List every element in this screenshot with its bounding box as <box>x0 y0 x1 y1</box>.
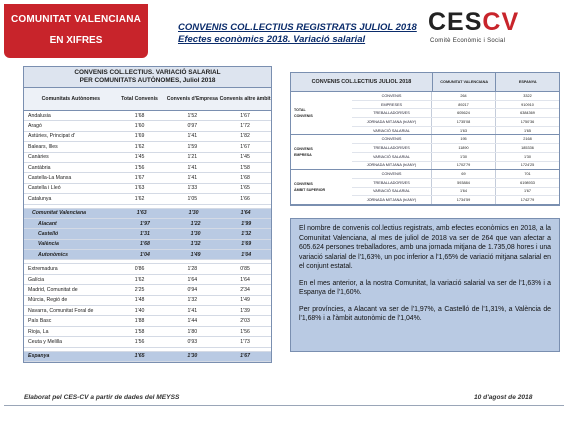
summary-row <box>352 109 559 118</box>
summary-group-rows <box>352 170 559 204</box>
table-row-spain <box>24 352 271 362</box>
summary-row <box>352 179 559 188</box>
table-row <box>24 184 271 194</box>
cell-company: 1'49 <box>190 251 201 258</box>
summary-row-label: VARIACIÓ SALARIAL <box>372 189 411 194</box>
cell-name: Galícia <box>28 276 45 283</box>
table-row <box>24 285 271 295</box>
cell-company: 0'93 <box>187 338 198 345</box>
cell-total: 1'04 <box>140 251 150 258</box>
summary-paragraph-1: El nombre de convenis col.lectius registrats, amb efectes econòmics en 2018, a la Comunitat Valenciana, al mes de juliol de 2018 va ser de 264 que van afectar a 605.624 persones treballadores, amb una jornada mitjana de 1.735,08 hores i una variació salarial de l'1,63%, un poc inferior a l'1,65% de variació mitjana salarial en el conjunt estatal. <box>299 225 551 270</box>
col-header-total: Total Convenis <box>121 96 158 102</box>
summary-col-spain: ESPANYA <box>495 73 559 91</box>
table-row <box>24 327 271 337</box>
cell-name: Catalunya <box>28 195 52 202</box>
summary-value-valencia: 593884 <box>431 179 495 187</box>
table-row <box>24 219 271 229</box>
salary-variation-table <box>23 66 272 363</box>
summary-value-spain: 910910 <box>495 101 559 109</box>
cell-other: 0'85 <box>240 266 250 273</box>
cell-name: País Basc <box>28 318 52 325</box>
cell-name: Castella i Lleó <box>28 185 61 192</box>
summary-text-box <box>290 218 560 352</box>
table-row <box>24 275 271 285</box>
region-badge <box>4 4 148 58</box>
title-line-1: CONVENIS COL.LECTIUS REGISTRATS JULIOL 2018 <box>178 22 417 33</box>
cell-other: 1'39 <box>240 307 250 314</box>
cell-other: 1'49 <box>240 297 250 304</box>
cell-total: 1'67 <box>134 175 145 182</box>
summary-value-spain: 185336 <box>495 144 559 152</box>
cell-company: 1'33 <box>187 185 198 192</box>
summary-row <box>352 196 559 204</box>
summary-row <box>352 118 559 127</box>
table-row <box>24 229 271 239</box>
cell-other: 1'64 <box>240 276 250 283</box>
cell-other: 2'34 <box>240 286 250 293</box>
group-label-line: EMPRESA <box>294 153 312 158</box>
table-row <box>24 209 271 219</box>
table-row <box>24 240 271 250</box>
cell-total: 0'86 <box>134 266 145 273</box>
badge-title: COMUNITAT VALENCIANA <box>10 14 142 25</box>
cell-total: 1'62 <box>134 195 145 202</box>
cell-name: Canàries <box>28 154 49 161</box>
summary-value-valencia: 264 <box>431 92 495 100</box>
publication-date: 10 d'agost de 2018 <box>474 394 533 401</box>
cell-total: 1'56 <box>134 164 145 171</box>
cell-name: Navarra, Comunitat Foral de <box>28 307 94 314</box>
cell-name: Comunitat Valenciana <box>32 210 86 217</box>
table-row <box>24 296 271 306</box>
summary-groups <box>291 92 559 205</box>
cell-company: 0'94 <box>187 286 198 293</box>
summary-group <box>291 92 559 135</box>
cell-company: 1'41 <box>187 307 198 314</box>
summary-value-spain: 1724'25 <box>495 162 559 170</box>
table-row <box>24 194 271 204</box>
summary-value-valencia: 1'64 <box>431 188 495 196</box>
cell-total: 1'58 <box>134 328 145 335</box>
cell-name: Múrcia, Regió de <box>28 297 68 304</box>
footer-rule <box>4 405 564 406</box>
summary-group-label <box>291 135 352 169</box>
summary-value-valencia: 69 <box>431 170 495 178</box>
cell-company: 1'44 <box>187 318 198 325</box>
cell-total: 1'60 <box>134 123 145 130</box>
summary-row-label: JORNADA MITJANA (h/ANY) <box>366 163 417 168</box>
cell-name: Balears, Illes <box>28 143 58 150</box>
cell-total: 1'48 <box>134 297 145 304</box>
cell-total: 1'65 <box>134 353 145 360</box>
summary-value-valencia: 1'30 <box>431 153 495 161</box>
cell-name: Extremadura <box>28 266 58 273</box>
title-line-2: Efectes econòmics 2018. Variació salarial <box>178 34 366 45</box>
summary-group <box>291 170 559 205</box>
table-row <box>24 153 271 163</box>
cell-name: Alacant <box>38 220 57 227</box>
cell-name: Castella-La Manxa <box>28 175 72 182</box>
summary-group-rows <box>352 135 559 169</box>
cell-company: 1'30 <box>187 353 198 360</box>
group-label-line: TOTAL <box>294 108 306 113</box>
cell-other: 2'03 <box>240 318 250 325</box>
summary-value-valencia: 1735'08 <box>431 118 495 126</box>
cell-name: Espanya <box>28 353 50 360</box>
cell-total: 1'68 <box>134 112 145 119</box>
summary-col-valencia: COMUNITAT VALENCIANA <box>432 73 496 91</box>
cell-total: 1'45 <box>134 154 145 161</box>
col-header-company: Convenis d'Empresa <box>166 96 218 102</box>
badge-subtitle: EN XIFRES <box>49 35 103 46</box>
cell-name: Castelló <box>38 230 59 237</box>
cell-total: 1'40 <box>134 307 145 314</box>
cell-name: Madrid, Comunitat de <box>28 286 78 293</box>
source-note: Elaborat pel CES-CV a partir de dades del MEYSS <box>24 394 180 401</box>
cell-total: 1'62 <box>134 276 145 283</box>
summary-paragraph-3: Per províncies, a Alacant va ser de l'1,97%, a Castelló de l'1,31%, a València de l'1,68% i a l'àmbit autonòmic de l'1,04%. <box>299 305 551 322</box>
cell-total: 1'63 <box>136 210 147 217</box>
cell-other: 1'45 <box>240 154 250 161</box>
group-label-line: CONVENIS <box>294 147 313 152</box>
summary-value-spain: 1'65 <box>495 127 559 135</box>
cell-other: 1'04 <box>241 251 252 258</box>
table-row <box>24 132 271 142</box>
summary-group <box>291 135 559 170</box>
cell-company: 1'28 <box>187 266 198 273</box>
table-row <box>24 163 271 173</box>
logo-main: CES <box>428 8 483 36</box>
table-row <box>24 121 271 131</box>
summary-value-valencia: 1'63 <box>431 127 495 135</box>
cell-other: 1'65 <box>240 185 250 192</box>
summary-value-valencia: 89217 <box>431 101 495 109</box>
cell-other: 1'68 <box>240 175 250 182</box>
cell-company: 1'22 <box>190 220 201 227</box>
cell-other: 1'82 <box>240 133 250 140</box>
summary-row-label: VARIACIÓ SALARIAL <box>372 154 411 159</box>
cell-other: 1'99 <box>241 220 252 227</box>
group-label-line: CONVENIS <box>294 114 313 119</box>
summary-value-spain: 1'30 <box>495 153 559 161</box>
cell-name: Ceuta y Melilla <box>28 338 63 345</box>
summary-row-label: TREBALLADORS/ES <box>373 145 410 150</box>
rows-group-valencia <box>24 209 271 261</box>
page-title <box>178 22 428 45</box>
summary-title: CONVENIS COL.LECTIUS JULIOL 2018 <box>311 79 412 85</box>
table-title-line-2: PER COMUNITATS AUTÒNOMES, Juliol 2018 <box>79 77 216 84</box>
summary-value-spain: 6384369 <box>495 109 559 117</box>
summary-row <box>352 188 559 197</box>
cell-company: 1'59 <box>187 143 198 150</box>
summary-value-spain: 1'67 <box>495 188 559 196</box>
cell-company: 1'80 <box>187 328 198 335</box>
rows-group-bottom <box>24 264 271 347</box>
summary-row-label: EMPRESES <box>380 102 403 107</box>
cell-company: 1'41 <box>187 133 198 140</box>
cell-other: 1'73 <box>240 338 250 345</box>
summary-value-spain: 6198933 <box>495 179 559 187</box>
table-row <box>24 111 271 121</box>
summary-value-valencia: 1734'59 <box>431 196 495 204</box>
summary-value-valencia: 11890 <box>431 144 495 152</box>
table-row <box>24 337 271 347</box>
summary-value-valencia: 605624 <box>431 109 495 117</box>
summary-group-rows <box>352 92 559 134</box>
summary-row-label: CONVENIS <box>381 172 402 177</box>
summary-row-label: TREBALLADORS/ES <box>373 180 410 185</box>
cell-other: 1'64 <box>240 210 251 217</box>
summary-row-label: CONVENIS <box>381 137 402 142</box>
cell-other: 1'69 <box>241 241 252 248</box>
cell-total: 1'97 <box>140 220 150 227</box>
summary-row-label: JORNADA MITJANA (h/ANY) <box>366 119 417 124</box>
cell-other: 1'67 <box>240 143 250 150</box>
cell-total: 1'63 <box>134 185 145 192</box>
summary-row <box>352 135 559 144</box>
summary-header-row <box>291 73 559 92</box>
cell-other: 1'67 <box>240 353 251 360</box>
summary-row <box>352 162 559 170</box>
cell-company: 1'05 <box>187 195 198 202</box>
col-header-other: Convenis altre àmbit <box>219 96 271 102</box>
summary-row <box>352 144 559 153</box>
cell-total: 1'68 <box>140 241 150 248</box>
cell-company: 1'52 <box>187 112 198 119</box>
summary-row-label: VARIACIÓ SALARIAL <box>372 128 411 133</box>
cell-company: 1'30 <box>188 210 199 217</box>
summary-row-label: TREBALLADORS/ES <box>373 111 410 116</box>
summary-row <box>352 127 559 135</box>
summary-value-spain: 3322 <box>495 92 559 100</box>
table-row <box>24 316 271 326</box>
cell-company: 1'32 <box>190 241 201 248</box>
agreements-summary-table <box>290 72 560 206</box>
table-title <box>24 67 271 88</box>
cescv-logo <box>428 10 558 48</box>
summary-value-spain: 701 <box>495 170 559 178</box>
cell-other: 1'58 <box>240 164 250 171</box>
summary-group-label <box>291 170 352 204</box>
summary-value-spain: 2168 <box>495 135 559 143</box>
cell-name: Astúries, Principat d' <box>28 133 76 140</box>
rows-group-top <box>24 111 271 205</box>
cell-company: 1'41 <box>187 164 198 171</box>
cell-total: 1'88 <box>134 318 145 325</box>
logo-subtitle: Comitè Econòmic i Social <box>430 38 506 44</box>
cell-name: Autonòmics <box>38 251 68 258</box>
cell-other: 1'32 <box>241 230 252 237</box>
cell-company: 1'21 <box>187 154 198 161</box>
cell-name: Andalusia <box>28 112 51 119</box>
table-header-row <box>24 88 271 111</box>
cell-company: 0'97 <box>187 123 198 130</box>
logo-wordmark <box>428 8 519 37</box>
table-row <box>24 306 271 316</box>
cell-total: 1'69 <box>134 133 145 140</box>
summary-value-spain: 1742'79 <box>495 196 559 204</box>
group-label-line: ÀMBIT SUPERIOR <box>294 188 326 193</box>
summary-group-label <box>291 92 352 134</box>
cell-other: 1'66 <box>240 195 250 202</box>
cell-total: 2'25 <box>134 286 145 293</box>
cell-name: Aragó <box>28 123 42 130</box>
cell-total: 1'56 <box>134 338 145 345</box>
table-row <box>24 173 271 183</box>
summary-row-label: JORNADA MITJANA (h/ANY) <box>366 198 417 203</box>
table-row <box>24 250 271 260</box>
summary-row <box>352 101 559 110</box>
table-row <box>24 142 271 152</box>
cell-name: Cantàbria <box>28 164 51 171</box>
summary-row <box>352 92 559 101</box>
summary-row <box>352 153 559 162</box>
cell-total: 1'31 <box>140 230 150 237</box>
summary-value-spain: 1750'36 <box>495 118 559 126</box>
cell-other: 1'72 <box>240 123 250 130</box>
table-title-line-1: CONVENIS COL.LECTIUS. VARIACIÓ SALARIAL <box>74 69 221 76</box>
cell-other: 1'56 <box>240 328 250 335</box>
summary-paragraph-2: En el mes anterior, a la nostra Comunitat, la variació salarial va ser de l'1,63% i a Espanya de l'1,60%. <box>299 279 551 296</box>
cell-name: Rioja, La <box>28 328 49 335</box>
cell-other: 1'67 <box>240 112 250 119</box>
group-label-line: CONVENIS <box>294 182 313 187</box>
col-header-community: Comunitats Autònomes <box>41 96 100 102</box>
cell-company: 1'32 <box>187 297 198 304</box>
cell-company: 1'41 <box>187 175 198 182</box>
cell-company: 1'30 <box>190 230 201 237</box>
cell-total: 1'62 <box>134 143 145 150</box>
summary-value-valencia: 195 <box>431 135 495 143</box>
cell-company: 1'64 <box>187 276 198 283</box>
logo-accent: CV <box>482 8 520 36</box>
cell-name: València <box>38 241 59 248</box>
summary-row-label: CONVENIS <box>381 93 402 98</box>
summary-row <box>352 170 559 179</box>
table-row <box>24 264 271 274</box>
summary-value-valencia: 1702'79 <box>431 162 495 170</box>
